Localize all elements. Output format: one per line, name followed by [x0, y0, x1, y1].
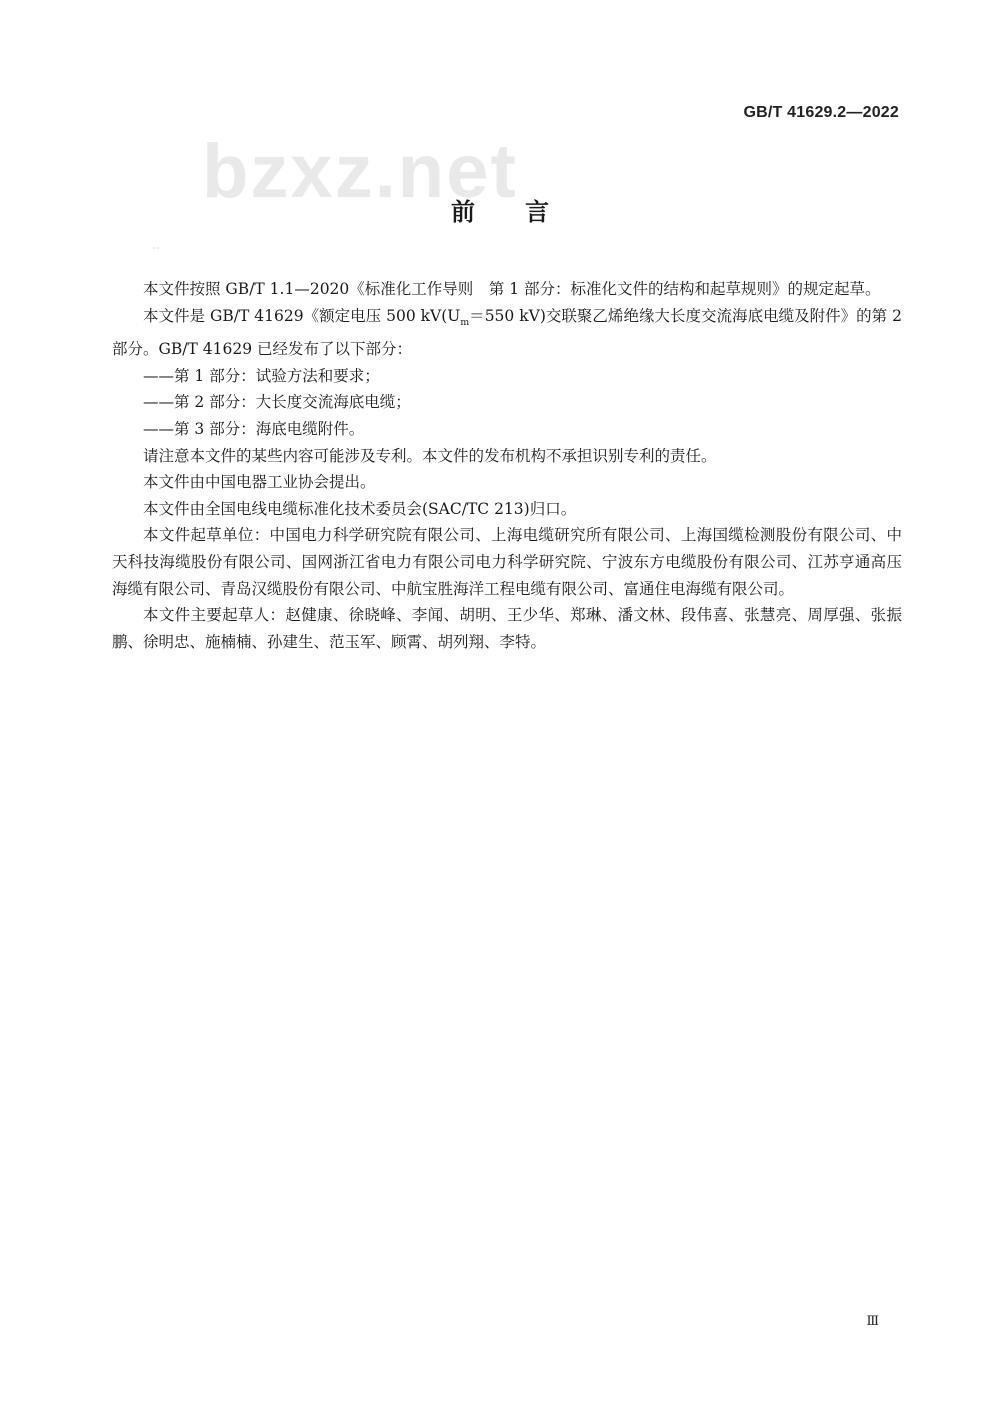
paragraph-drafters: 本文件主要起草人：赵健康、徐晓峰、李闻、胡明、王少华、郑琳、潘文林、段伟喜、张慧亮、周厚强、张振鹏、徐明忠、施楠楠、孙建生、范玉军、顾霄、胡列翔、李特。 [112, 606, 902, 651]
paragraph-patent-notice: 请注意本文件的某些内容可能涉及专利。本文件的发布机构不承担识别专利的责任。 [143, 446, 717, 465]
paragraph-series-text-b: ＝550 kV)交联聚乙烯绝缘大长度交流海底电缆及附件》的第 2 部分。GB/T 41629 已经发布了以下部分： [112, 306, 902, 359]
paragraph-technical-committee: 本文件由全国电线电缆标准化技术委员会(SAC/TC 213)归口。 [143, 499, 577, 518]
page-number: Ⅲ [866, 1314, 879, 1329]
foreword-body [112, 276, 902, 655]
paragraph-proposer: 本文件由中国电器工业协会提出。 [143, 473, 376, 492]
paragraph-drafting-rules: 本文件按照 GB/T 1.1—2020《标准化工作导则 第 1 部分：标准化文件的结构和起草规则》的规定起草。 [143, 280, 881, 298]
list-item-part-3: ——第 3 部分：海底电缆附件。 [143, 420, 365, 439]
standard-number: GB/T 41629.2—2022 [743, 104, 899, 121]
paragraph-series-text-a: 本文件是 GB/T 41629《额定电压 500 kV(U [143, 306, 461, 325]
list-item-part-1: ——第 1 部分：试验方法和要求； [143, 366, 380, 385]
watermark-logo: bzxz.net [202, 129, 518, 214]
paragraph-series-intro [112, 303, 902, 363]
paragraph-drafting-units: 本文件起草单位：中国电力科学研究院有限公司、上海电缆研究所有限公司、上海国缆检测股份有限公司、中天科技海缆股份有限公司、国网浙江省电力有限公司电力科学研究院、宁波东方电缆股份有限公司、江苏亨通高压海缆有限公司、青岛汉缆股份有限公司、中航宝胜海洋工程电缆有限公司、富通住电海缆有限公司。 [112, 526, 902, 598]
page-title: 前言 [451, 198, 599, 226]
subscript-m: m [460, 316, 470, 328]
scan-speck: ˜˜ [152, 247, 160, 256]
list-item-part-2: ——第 2 部分：大长度交流海底电缆； [143, 393, 411, 412]
